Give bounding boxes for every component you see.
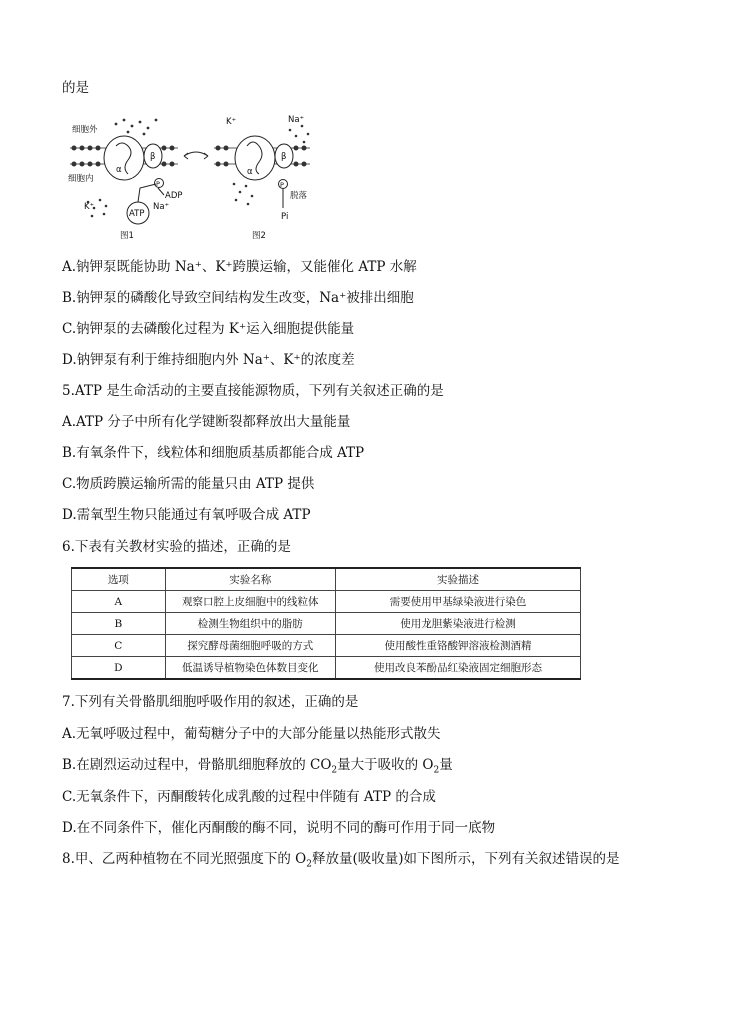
cell-option: D bbox=[72, 657, 166, 680]
q7b-text-3: 量 bbox=[439, 757, 453, 773]
table-row bbox=[72, 591, 581, 613]
header-experiment: 实验名称 bbox=[165, 568, 335, 591]
q7b-subscript-2: 2 bbox=[433, 765, 440, 776]
q4-option-d: D.钠钾泵有利于维持细胞内外 Na⁺、K⁺的浓度差 bbox=[62, 352, 355, 368]
alpha-label-1: α bbox=[116, 165, 122, 175]
table-header-row bbox=[72, 568, 581, 591]
figure-2-caption: 图2 bbox=[252, 231, 266, 241]
pump-diagram bbox=[66, 112, 316, 244]
atp-label: ATP bbox=[129, 209, 145, 219]
q7b-subscript-1: 2 bbox=[331, 765, 338, 776]
adp-label: ADP bbox=[165, 191, 183, 201]
table-row bbox=[72, 635, 581, 657]
cell-experiment: 低温诱导植物染色体数目变化 bbox=[165, 657, 335, 680]
cell-option: B bbox=[72, 613, 166, 635]
sodium-label-1: Na⁺ bbox=[153, 202, 170, 212]
detach-label: 脱落 bbox=[290, 191, 308, 201]
phosphate-label-1: P bbox=[156, 180, 160, 188]
q7-option-d: D.在不同条件下，催化丙酮酸的酶不同，说明不同的酶可作用于同一底物 bbox=[62, 820, 496, 836]
potassium-label-2: K⁺ bbox=[226, 117, 237, 127]
q5-stem: 5.ATP 是生命活动的主要直接能源物质，下列有关叙述正确的是 bbox=[62, 383, 444, 399]
cell-description: 使用改良苯酚品红染液固定细胞形态 bbox=[335, 657, 580, 680]
experiment-table bbox=[71, 567, 581, 680]
q4-option-a: A.钠钾泵既能协助 Na⁺、K⁺跨膜运输，又能催化 ATP 水解 bbox=[62, 259, 417, 275]
q6-stem: 6.下表有关教材实验的描述，正确的是 bbox=[62, 539, 291, 555]
cell-description: 使用龙胆紫染液进行检测 bbox=[335, 613, 580, 635]
cell-description: 使用酸性重铬酸钾溶液检测酒精 bbox=[335, 635, 580, 657]
q4-option-b: B.钠钾泵的磷酸化导致空间结构发生改变，Na⁺被排出细胞 bbox=[62, 290, 414, 306]
beta-label-1: β bbox=[150, 152, 156, 162]
sodium-potassium-pump-figure bbox=[66, 112, 316, 244]
q7-option-b bbox=[62, 756, 453, 780]
figure-1-caption: 图1 bbox=[120, 231, 134, 241]
pi-label: Pi bbox=[281, 212, 289, 222]
cell-experiment: 观察口腔上皮细胞中的线粒体 bbox=[165, 591, 335, 613]
q5-option-b: B.有氧条件下，线粒体和细胞质基质都能合成 ATP bbox=[62, 445, 365, 461]
q7b-text-2: 量大于吸收的 O bbox=[337, 757, 434, 773]
header-description: 实验描述 bbox=[335, 568, 580, 591]
q8-text-1: 8.甲、乙两种植物在不同光照强度下的 O bbox=[62, 851, 307, 867]
q8-stem bbox=[62, 850, 620, 874]
q5-option-d: D.需氧型生物只能通过有氧呼吸合成 ATP bbox=[62, 507, 311, 523]
cell-option: A bbox=[72, 591, 166, 613]
q5-option-a: A.ATP 分子中所有化学键断裂都释放出大量能量 bbox=[62, 414, 351, 430]
potassium-label-1: K⁺ bbox=[84, 202, 95, 212]
table-row bbox=[72, 657, 581, 680]
q5-option-c: C.物质跨膜运输所需的能量只由 ATP 提供 bbox=[62, 476, 315, 492]
q7-option-c: C.无氧条件下，丙酮酸转化成乳酸的过程中伴随有 ATP 的合成 bbox=[62, 789, 436, 805]
sodium-label-2: Na⁺ bbox=[288, 115, 305, 125]
stem-continuation: 的是 bbox=[62, 80, 89, 96]
alpha-label-2: α bbox=[247, 167, 253, 177]
cell-experiment: 探究酵母菌细胞呼吸的方式 bbox=[165, 635, 335, 657]
q7b-text-1: B.在剧烈运动过程中，骨骼肌细胞释放的 CO bbox=[62, 757, 332, 773]
cell-description: 需要使用甲基绿染液进行染色 bbox=[335, 591, 580, 613]
q4-option-c: C.钠钾泵的去磷酸化过程为 K⁺运入细胞提供能量 bbox=[62, 321, 355, 337]
table-row bbox=[72, 613, 581, 635]
beta-label-2: β bbox=[281, 152, 287, 162]
q8-text-2: 释放量(吸收量)如下图所示，下列有关叙述错误的是 bbox=[311, 851, 620, 867]
cell-option: C bbox=[72, 635, 166, 657]
inside-label: 细胞内 bbox=[68, 174, 94, 184]
q8-subscript: 2 bbox=[306, 859, 312, 870]
cell-experiment: 检测生物组织中的脂肪 bbox=[165, 613, 335, 635]
q7-option-a: A.无氧呼吸过程中，葡萄糖分子中的大部分能量以热能形式散失 bbox=[62, 726, 441, 742]
header-option: 选项 bbox=[72, 568, 166, 591]
outside-label: 细胞外 bbox=[72, 125, 98, 135]
phosphate-label-2: P bbox=[280, 181, 284, 189]
q7-stem: 7.下列有关骨骼肌细胞呼吸作用的叙述，正确的是 bbox=[62, 694, 359, 710]
